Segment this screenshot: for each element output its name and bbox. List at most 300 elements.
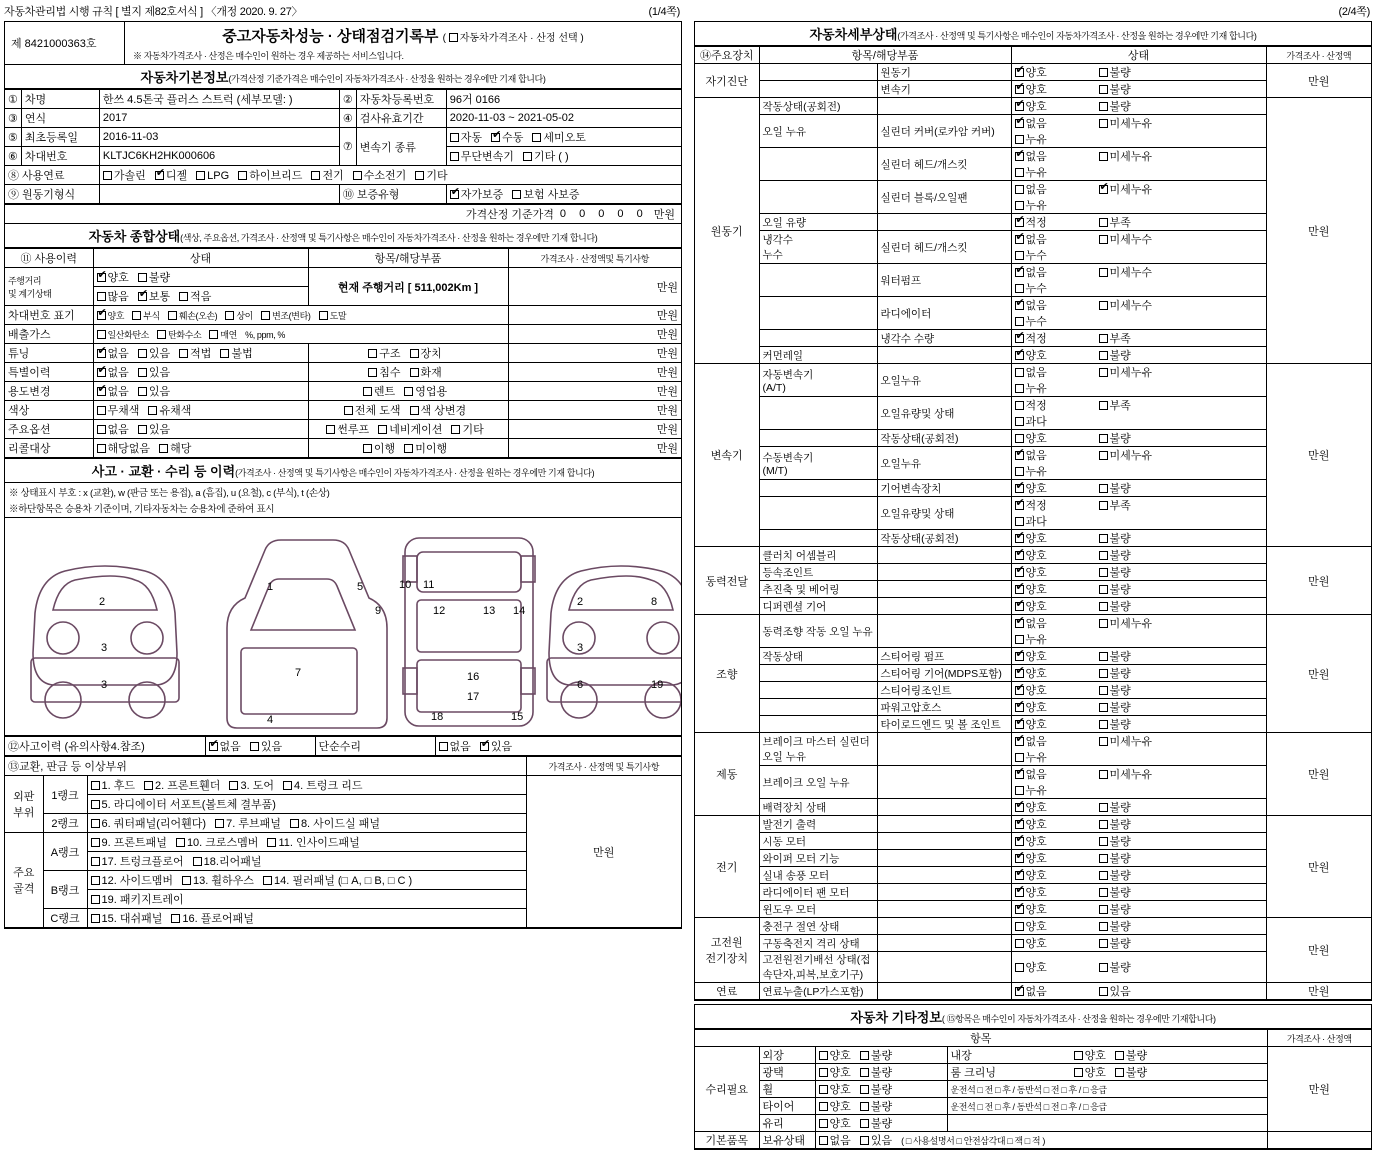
state-option-누유[interactable] [1015,782,1093,798]
checkbox[interactable] [1015,922,1024,931]
state-option-없음[interactable] [1015,733,1093,749]
state-option-불량[interactable] [1099,64,1177,80]
state-option-적정[interactable] [1015,397,1093,413]
state-option-양호[interactable] [1015,699,1093,715]
checkbox[interactable] [1015,888,1024,897]
transmission-cvt[interactable]: 무단변속기 [450,148,514,164]
checkbox[interactable] [97,368,106,377]
checkbox[interactable] [1099,301,1108,310]
checkbox[interactable] [91,857,100,866]
checkbox[interactable] [363,444,372,453]
wheel-bad[interactable]: 불량 [860,1081,892,1097]
checkbox[interactable] [439,742,448,751]
state-option-누유[interactable] [1015,749,1093,765]
checkbox[interactable] [1015,235,1024,244]
checkbox[interactable] [1015,803,1024,812]
state-option-불량[interactable] [1099,959,1177,975]
color-chromatic[interactable]: 유채색 [148,402,191,418]
checkbox[interactable] [1015,301,1024,310]
state-option-양호[interactable] [1015,867,1093,883]
checkbox[interactable] [1015,619,1024,628]
state-option-불량[interactable] [1099,480,1177,496]
state-option-양호[interactable] [1015,347,1093,363]
checkbox[interactable] [415,171,424,180]
checkbox[interactable] [1099,235,1108,244]
checkbox[interactable] [532,133,541,142]
transmission-semiauto[interactable]: 세미오토 [532,129,586,145]
state-option-과다[interactable] [1015,413,1093,429]
checkbox[interactable] [450,152,459,161]
checkbox[interactable] [91,800,100,809]
checkbox[interactable] [97,444,106,453]
checkbox[interactable] [311,171,320,180]
checkbox[interactable] [1099,585,1108,594]
state-option-양호[interactable] [1015,81,1093,97]
usage-yes[interactable]: 있음 [138,383,170,399]
part-rear-panel[interactable]: 18.리어패널 [193,853,262,869]
state-option-없음[interactable] [1015,766,1093,782]
fuel-etc[interactable]: 기타 [415,167,447,183]
checkbox[interactable] [819,1051,828,1060]
checkbox[interactable] [353,171,362,180]
checkbox[interactable] [1099,686,1108,695]
checkbox[interactable] [1015,351,1024,360]
checkbox[interactable] [1015,987,1024,996]
part-front-fender[interactable]: 2. 프론트휀더 [144,777,220,793]
checkbox[interactable] [103,171,112,180]
checkbox[interactable] [1015,635,1024,644]
checkbox[interactable] [1015,669,1024,678]
state-option-양호[interactable] [1015,564,1093,580]
checkbox[interactable] [97,425,106,434]
checkbox[interactable] [159,444,168,453]
possession-yes[interactable]: 있음 [860,1132,892,1148]
checkbox[interactable] [1015,770,1024,779]
state-option-양호[interactable] [1015,833,1093,849]
state-option-미세누유[interactable] [1099,447,1177,463]
checkbox[interactable] [1099,68,1108,77]
state-option-미세누수[interactable] [1099,231,1177,247]
checkbox[interactable] [1015,568,1024,577]
checkbox[interactable] [1074,1051,1083,1060]
checkbox[interactable] [1099,770,1108,779]
recall-not-applicable[interactable]: 해당없음 [97,440,151,456]
state-option-없음[interactable] [1015,447,1093,463]
checkbox[interactable] [860,1068,869,1077]
state-option-불량[interactable] [1099,564,1177,580]
checkbox[interactable] [860,1136,869,1145]
state-option-불량[interactable] [1099,581,1177,597]
interior-good[interactable]: 양호 [1074,1047,1106,1063]
checkbox[interactable] [378,425,387,434]
checkbox[interactable] [1015,68,1024,77]
recall-not-done[interactable]: 미이행 [404,440,447,456]
checkbox[interactable] [1099,922,1108,931]
checkbox[interactable] [1015,703,1024,712]
state-option-누수[interactable] [1015,280,1093,296]
checkbox[interactable] [1015,201,1024,210]
checkbox[interactable] [410,349,419,358]
checkbox[interactable] [1099,351,1108,360]
checkbox[interactable] [1099,939,1108,948]
state-option-누유[interactable] [1015,197,1093,213]
vin-different[interactable]: 상이 [225,309,253,322]
state-option-불량[interactable] [1099,598,1177,614]
checkbox[interactable] [1015,854,1024,863]
state-option-불량[interactable] [1099,716,1177,732]
checkbox[interactable] [480,742,489,751]
state-option-누유[interactable] [1015,164,1093,180]
color-achromatic[interactable]: 무채색 [97,402,140,418]
state-option-양호[interactable] [1015,430,1093,446]
emission-smoke[interactable]: 매연 [209,328,237,341]
checkbox[interactable] [179,292,188,301]
state-option-양호[interactable] [1015,716,1093,732]
checkbox[interactable] [1015,905,1024,914]
vin-good[interactable]: ✔ 양호 [97,309,125,322]
checkbox[interactable] [1015,467,1024,476]
warranty-insurance[interactable]: 보험 사보증 [512,186,579,202]
state-option-불량[interactable] [1099,648,1177,664]
checkbox[interactable] [819,1085,828,1094]
checkbox[interactable] [1099,888,1108,897]
state-option-불량[interactable] [1099,682,1177,698]
part-inside-panel[interactable]: 11. 인사이드패널 [267,834,359,850]
mileage-few[interactable]: 적음 [179,288,211,304]
state-option-불량[interactable] [1099,81,1177,97]
state-option-적정[interactable] [1015,214,1093,230]
checkbox[interactable] [1015,102,1024,111]
tire-good[interactable]: 양호 [819,1098,851,1114]
state-option-누유[interactable] [1015,631,1093,647]
checkbox[interactable] [404,387,413,396]
exterior-bad[interactable]: 불량 [860,1047,892,1063]
checkbox[interactable] [263,876,272,885]
checkbox[interactable] [1099,218,1108,227]
state-option-미세누유[interactable] [1099,364,1177,380]
usage-none[interactable]: ✔ 없음 [97,383,129,399]
state-option-없음[interactable] [1015,364,1093,380]
checkbox[interactable] [193,857,202,866]
fuel-diesel[interactable]: ✔ 디젤 [155,167,187,183]
checkbox[interactable] [1015,786,1024,795]
checkbox[interactable] [144,781,153,790]
checkbox[interactable] [344,406,353,415]
state-option-미세누유[interactable] [1099,181,1177,197]
state-option-양호[interactable] [1015,682,1093,698]
checkbox[interactable] [404,444,413,453]
state-option-양호[interactable] [1015,799,1093,815]
part-roof-panel[interactable]: 7. 루브패널 [215,815,281,831]
state-option-누수[interactable] [1015,247,1093,263]
state-option-미세누유[interactable] [1099,115,1177,131]
possession-none[interactable]: 없음 [819,1132,851,1148]
checkbox[interactable] [138,368,147,377]
checkbox[interactable] [250,742,259,751]
checkbox[interactable] [1099,619,1108,628]
checkbox[interactable] [1099,905,1108,914]
special-none[interactable]: ✔ 없음 [97,364,129,380]
tuning-structure[interactable]: 구조 [368,345,400,361]
state-option-없음[interactable] [1015,983,1093,999]
state-option-누유[interactable] [1015,463,1093,479]
part-trunk-floor[interactable]: 17. 트렁크플로어 [91,853,184,869]
checkbox[interactable] [97,292,106,301]
usage-commercial[interactable]: 영업용 [404,383,447,399]
state-option-부족[interactable] [1099,214,1177,230]
checkbox[interactable] [491,133,500,142]
state-option-미세누수[interactable] [1099,297,1177,313]
emission-hc[interactable]: 탄화수소 [157,328,201,341]
cleaning-bad[interactable]: 불량 [1115,1064,1147,1080]
state-option-양호[interactable] [1015,648,1093,664]
checkbox[interactable] [229,781,238,790]
checkbox[interactable] [1015,837,1024,846]
checkbox[interactable] [319,311,328,320]
interior-bad[interactable]: 불량 [1115,1047,1147,1063]
checkbox[interactable] [363,387,372,396]
checkbox[interactable] [196,171,205,180]
state-option-불량[interactable] [1099,833,1177,849]
state-option-불량[interactable] [1099,699,1177,715]
checkbox[interactable] [1099,987,1108,996]
checkbox[interactable] [1099,401,1108,410]
checkbox[interactable] [261,311,270,320]
state-option-불량[interactable] [1099,98,1177,114]
state-option-적정[interactable] [1015,330,1093,346]
checkbox[interactable] [157,330,166,339]
checkbox[interactable] [368,368,377,377]
mileage-many[interactable]: 많음 [97,288,129,304]
state-option-양호[interactable] [1015,598,1093,614]
checkbox[interactable] [1099,703,1108,712]
checkbox[interactable] [1099,368,1108,377]
state-option-불량[interactable] [1099,799,1177,815]
checkbox[interactable] [512,190,521,199]
checkbox[interactable] [1015,251,1024,260]
checkbox[interactable] [179,349,188,358]
state-option-불량[interactable] [1099,665,1177,681]
checkbox[interactable] [1015,585,1024,594]
state-option-양호[interactable] [1015,816,1093,832]
part-side-sill-panel[interactable]: 8. 사이드실 패널 [290,815,380,831]
state-option-불량[interactable] [1099,935,1177,951]
polish-bad[interactable]: 불량 [860,1064,892,1080]
vin-corrosion[interactable]: 부식 [132,309,160,322]
checkbox[interactable] [1015,119,1024,128]
tuning-none[interactable]: ✔ 없음 [97,345,129,361]
checkbox[interactable] [1015,753,1024,762]
polish-good[interactable]: 양호 [819,1064,851,1080]
transmission-etc[interactable]: 기타 ( ) [523,148,569,164]
checkbox[interactable] [1099,871,1108,880]
part-wheel-house[interactable]: 13. 휠하우스 [182,872,254,888]
checkbox[interactable] [1015,484,1024,493]
fuel-hydrogen[interactable]: 수소전기 [353,167,407,183]
state-option-없음[interactable] [1015,615,1093,631]
simple-repair-yes[interactable]: ✔ 있음 [480,738,512,754]
vin-erased[interactable]: 도말 [319,309,347,322]
state-option-미세누유[interactable] [1099,766,1177,782]
checkbox[interactable] [1015,602,1024,611]
state-option-불량[interactable] [1099,816,1177,832]
checkbox[interactable] [171,914,180,923]
fuel-gasoline[interactable]: 가솔린 [103,167,146,183]
checkbox[interactable] [1015,501,1024,510]
checkbox[interactable] [1015,368,1024,377]
checkbox[interactable] [1015,135,1024,144]
checkbox[interactable] [97,273,106,282]
checkbox[interactable] [1099,102,1108,111]
fuel-lpg[interactable]: LPG [196,170,229,182]
state-option-누수[interactable] [1015,313,1093,329]
checkbox[interactable] [450,133,459,142]
checkbox[interactable] [819,1119,828,1128]
state-option-양호[interactable] [1015,918,1093,934]
checkbox[interactable] [91,914,100,923]
part-pillar-panel[interactable]: 14. 필러패널 (□ A, □ B, □ C ) [263,872,412,888]
accident-none[interactable]: ✔ 없음 [209,738,241,754]
part-package-tray[interactable]: 19. 패키지트레이 [91,891,184,907]
checkbox[interactable] [1099,720,1108,729]
checkbox[interactable] [1015,451,1024,460]
part-dash-panel[interactable]: 15. 대쉬패널 [91,910,163,926]
checkbox[interactable] [1015,417,1024,426]
state-option-부족[interactable] [1099,330,1177,346]
part-side-member[interactable]: 12. 사이드멤버 [91,872,173,888]
checkbox[interactable] [1099,837,1108,846]
state-option-미세누유[interactable] [1099,148,1177,164]
checkbox[interactable] [138,349,147,358]
glass-bad[interactable]: 불량 [860,1115,892,1131]
state-option-부족[interactable] [1099,497,1177,513]
state-option-불량[interactable] [1099,867,1177,883]
state-option-미세누수[interactable] [1099,264,1177,280]
checkbox[interactable] [1099,119,1108,128]
checkbox[interactable] [451,425,460,434]
checkbox[interactable] [410,406,419,415]
checkbox[interactable] [1099,152,1108,161]
checkbox[interactable] [215,819,224,828]
checkbox[interactable] [290,819,299,828]
checkbox[interactable] [860,1102,869,1111]
checkbox[interactable] [1015,334,1024,343]
checkbox[interactable] [1099,534,1108,543]
checkbox[interactable] [1015,737,1024,746]
state-option-누유[interactable] [1015,380,1093,396]
transmission-manual[interactable]: ✔ 수동 [491,129,523,145]
state-option-양호[interactable] [1015,98,1093,114]
checkbox[interactable] [1015,720,1024,729]
state-option-불량[interactable] [1099,850,1177,866]
checkbox[interactable] [148,406,157,415]
state-option-적정[interactable] [1015,497,1093,513]
checkbox[interactable] [326,425,335,434]
checkbox[interactable] [1015,168,1024,177]
checkbox[interactable] [91,781,100,790]
part-cross-member[interactable]: 10. 크로스멤버 [176,834,258,850]
checkbox[interactable] [91,838,100,847]
checkbox[interactable] [450,190,459,199]
state-option-누유[interactable] [1015,131,1093,147]
state-option-없음[interactable] [1015,264,1093,280]
recall-done[interactable]: 이행 [363,440,395,456]
special-yes[interactable]: 있음 [138,364,170,380]
checkbox[interactable] [1015,401,1024,410]
checkbox[interactable] [1099,85,1108,94]
state-option-없음[interactable] [1015,231,1093,247]
checkbox[interactable] [138,273,147,282]
state-option-미세누유[interactable] [1099,733,1177,749]
special-flood[interactable]: 침수 [368,364,400,380]
checkbox[interactable] [97,349,106,358]
checkbox[interactable] [819,1136,828,1145]
wheel-good[interactable]: 양호 [819,1081,851,1097]
checkbox[interactable] [91,819,100,828]
checkbox[interactable] [1015,284,1024,293]
checkbox[interactable] [1099,501,1108,510]
state-option-불량[interactable] [1099,530,1177,546]
checkbox[interactable] [97,330,106,339]
exterior-good[interactable]: 양호 [819,1047,851,1063]
part-hood[interactable]: 1. 후드 [91,777,135,793]
simple-repair-none[interactable]: 없음 [439,738,471,754]
checkbox[interactable] [1015,268,1024,277]
checkbox[interactable] [138,292,147,301]
checkbox[interactable] [860,1051,869,1060]
checkbox[interactable] [1099,737,1108,746]
checkbox[interactable] [1015,534,1024,543]
checkbox[interactable] [1099,434,1108,443]
usage-rental[interactable]: 렌트 [363,383,395,399]
checkbox[interactable] [91,876,100,885]
part-front-panel[interactable]: 9. 프론트패널 [91,834,167,850]
state-option-불량[interactable] [1099,430,1177,446]
checkbox[interactable] [819,1068,828,1077]
checkbox[interactable] [1015,317,1024,326]
checkbox[interactable] [132,311,141,320]
checkbox[interactable] [1099,334,1108,343]
tuning-yes[interactable]: 있음 [138,345,170,361]
checkbox[interactable] [410,368,419,377]
glass-good[interactable]: 양호 [819,1115,851,1131]
checkbox[interactable] [1074,1068,1083,1077]
recall-applicable[interactable]: 해당 [159,440,191,456]
tuning-device[interactable]: 장치 [410,345,442,361]
checkbox[interactable] [1099,268,1108,277]
part-trunk-lid[interactable]: 4. 트렁크 리드 [283,777,362,793]
state-option-불량[interactable] [1099,901,1177,917]
state-option-없음[interactable] [1015,148,1093,164]
checkbox[interactable] [1115,1051,1124,1060]
checkbox[interactable] [1015,963,1024,972]
checkbox[interactable] [1099,551,1108,560]
checkbox[interactable] [1015,218,1024,227]
vin-damage[interactable]: 훼손(오손) [168,309,217,322]
checkbox[interactable] [283,781,292,790]
warranty-self[interactable]: ✔ 자가보증 [450,186,504,202]
tuning-legal[interactable]: 적법 [179,345,211,361]
options-none[interactable]: 없음 [97,421,129,437]
checkbox[interactable] [523,152,532,161]
checkbox[interactable] [1015,185,1024,194]
state-option-불량[interactable] [1099,347,1177,363]
checkbox[interactable] [1099,602,1108,611]
checkbox[interactable] [1015,820,1024,829]
mileage-normal[interactable]: ✔ 보통 [138,288,170,304]
vin-altered[interactable]: 변조(변타) [261,309,310,322]
cleaning-good[interactable]: 양호 [1074,1064,1106,1080]
